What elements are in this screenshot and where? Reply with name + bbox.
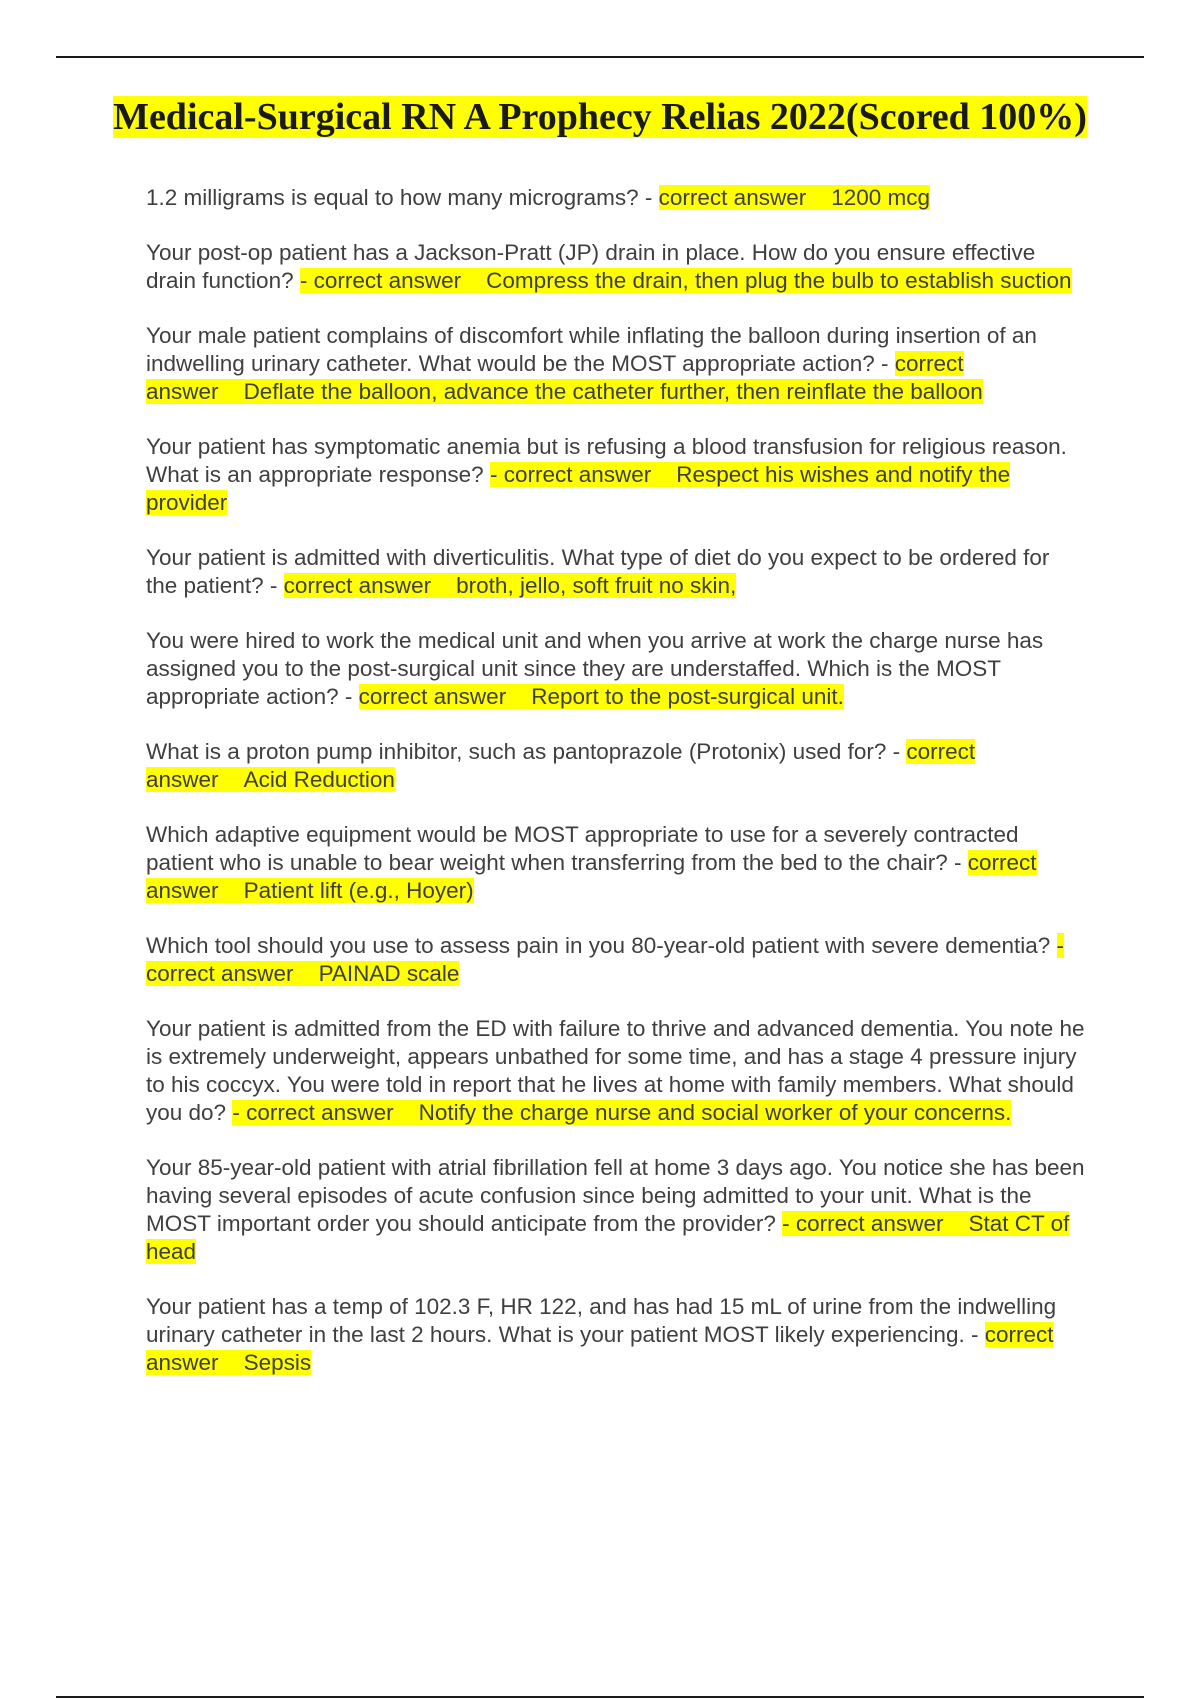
answer-label: - correct answer xyxy=(232,1100,394,1125)
answer-text: Notify the charge nurse and social worker of your concerns. xyxy=(418,1100,1012,1125)
answer-highlight xyxy=(359,684,844,709)
qa-list xyxy=(146,184,1086,1404)
answer-highlight xyxy=(659,185,930,210)
answer-highlight xyxy=(284,573,737,598)
question-text: Your patient is admitted from the ED with failure to thrive and advanced dementia. You note he is extremely underweight, appears unbathed for some time, and has a stage 4 pressure injury to his coccyx. You were told in report that he lives at home with family members. What should you do? xyxy=(146,1016,1085,1125)
question-text: You were hired to work the medical unit and when you arrive at work the charge nurse has assigned you to the post-surgical unit since they are understaffed. Which is the MOST appropriate action? - xyxy=(146,628,1044,709)
answer-text: PAINAD scale xyxy=(318,961,460,986)
question-text: Your 85-year-old patient with atrial fibrillation fell at home 3 days ago. You notice she has been having several episodes of acute confusion since being admitted to your unit. What is the MOST important order you should anticipate from the provider? xyxy=(146,1155,1085,1236)
qa-item xyxy=(146,1015,1086,1127)
question-text: Which tool should you use to assess pain in you 80-year-old patient with severe dementia? xyxy=(146,933,1057,958)
question-text: What is a proton pump inhibitor, such as pantoprazole (Protonix) used for? - xyxy=(146,739,907,764)
answer-text: 1200 mcg xyxy=(831,185,931,210)
answer-text: Sepsis xyxy=(243,1350,312,1375)
qa-item xyxy=(146,544,1086,600)
answer-text: Report to the post-surgical unit. xyxy=(531,684,844,709)
qa-item xyxy=(146,433,1086,517)
qa-item xyxy=(146,1293,1086,1377)
answer-highlight xyxy=(300,268,1072,293)
qa-item xyxy=(146,1154,1086,1266)
question-text: Your patient has symptomatic anemia but is refusing a blood transfusion for religious reason. What is an appropriate response? xyxy=(146,434,1067,487)
question-text: 1.2 milligrams is equal to how many micrograms? - xyxy=(146,185,659,210)
qa-item xyxy=(146,738,1086,794)
bottom-rule xyxy=(56,1696,1144,1698)
question-text: Your patient has a temp of 102.3 F, HR 122, and has had 15 mL of urine from the indwelling urinary catheter in the last 2 hours. What is your patient MOST likely experiencing. - xyxy=(146,1294,1057,1347)
qa-item xyxy=(146,627,1086,711)
qa-item xyxy=(146,821,1086,905)
answer-label: correct answer xyxy=(283,573,432,598)
question-text: Your patient is admitted with diverticulitis. What type of diet do you expect to be ordered for the patient? - xyxy=(146,545,1050,598)
answer-label: - correct answer xyxy=(299,268,462,293)
question-text: Your post-op patient has a Jackson-Pratt (JP) drain in place. How do you ensure effective drain function? xyxy=(146,240,1036,293)
document-title xyxy=(110,95,1090,139)
qa-item xyxy=(146,322,1086,406)
question-text: Which adaptive equipment would be MOST appropriate to use for a severely contracted patient who is unable to bear weight when transferring from the bed to the chair? - xyxy=(146,822,1019,875)
answer-text: Compress the drain, then plug the bulb to establish suction xyxy=(486,268,1072,293)
qa-item xyxy=(146,239,1086,295)
answer-text: Deflate the balloon, advance the catheter further, then reinflate the balloon xyxy=(243,379,983,404)
answer-label: - correct answer xyxy=(146,933,1065,986)
qa-item xyxy=(146,932,1086,988)
answer-label: - correct answer xyxy=(489,462,652,487)
answer-label: - correct answer xyxy=(782,1211,944,1236)
answer-label: correct answer xyxy=(358,684,507,709)
title-highlight: Medical-Surgical RN A Prophecy Relias 2022(Scored 100%) xyxy=(113,96,1087,139)
answer-text: Stat CT of head xyxy=(146,1211,1070,1264)
answer-text: Respect his wishes and notify the provider xyxy=(146,462,1011,515)
answer-label: correct answer xyxy=(146,351,964,404)
answer-label: correct answer xyxy=(146,1322,1054,1375)
answer-label: correct answer xyxy=(658,185,807,210)
answer-text: Acid Reduction xyxy=(243,767,395,792)
question-text: Your male patient complains of discomfort while inflating the balloon during insertion of an indwelling urinary catheter. What would be the MOST appropriate action? - xyxy=(146,323,1037,376)
answer-highlight xyxy=(232,1100,1011,1125)
answer-text: Patient lift (e.g., Hoyer) xyxy=(243,878,474,903)
answer-label: correct answer xyxy=(146,739,976,792)
qa-item xyxy=(146,184,1086,212)
answer-label: correct answer xyxy=(146,850,1037,903)
answer-text: broth, jello, soft fruit no skin, xyxy=(456,573,737,598)
top-rule xyxy=(56,56,1144,58)
